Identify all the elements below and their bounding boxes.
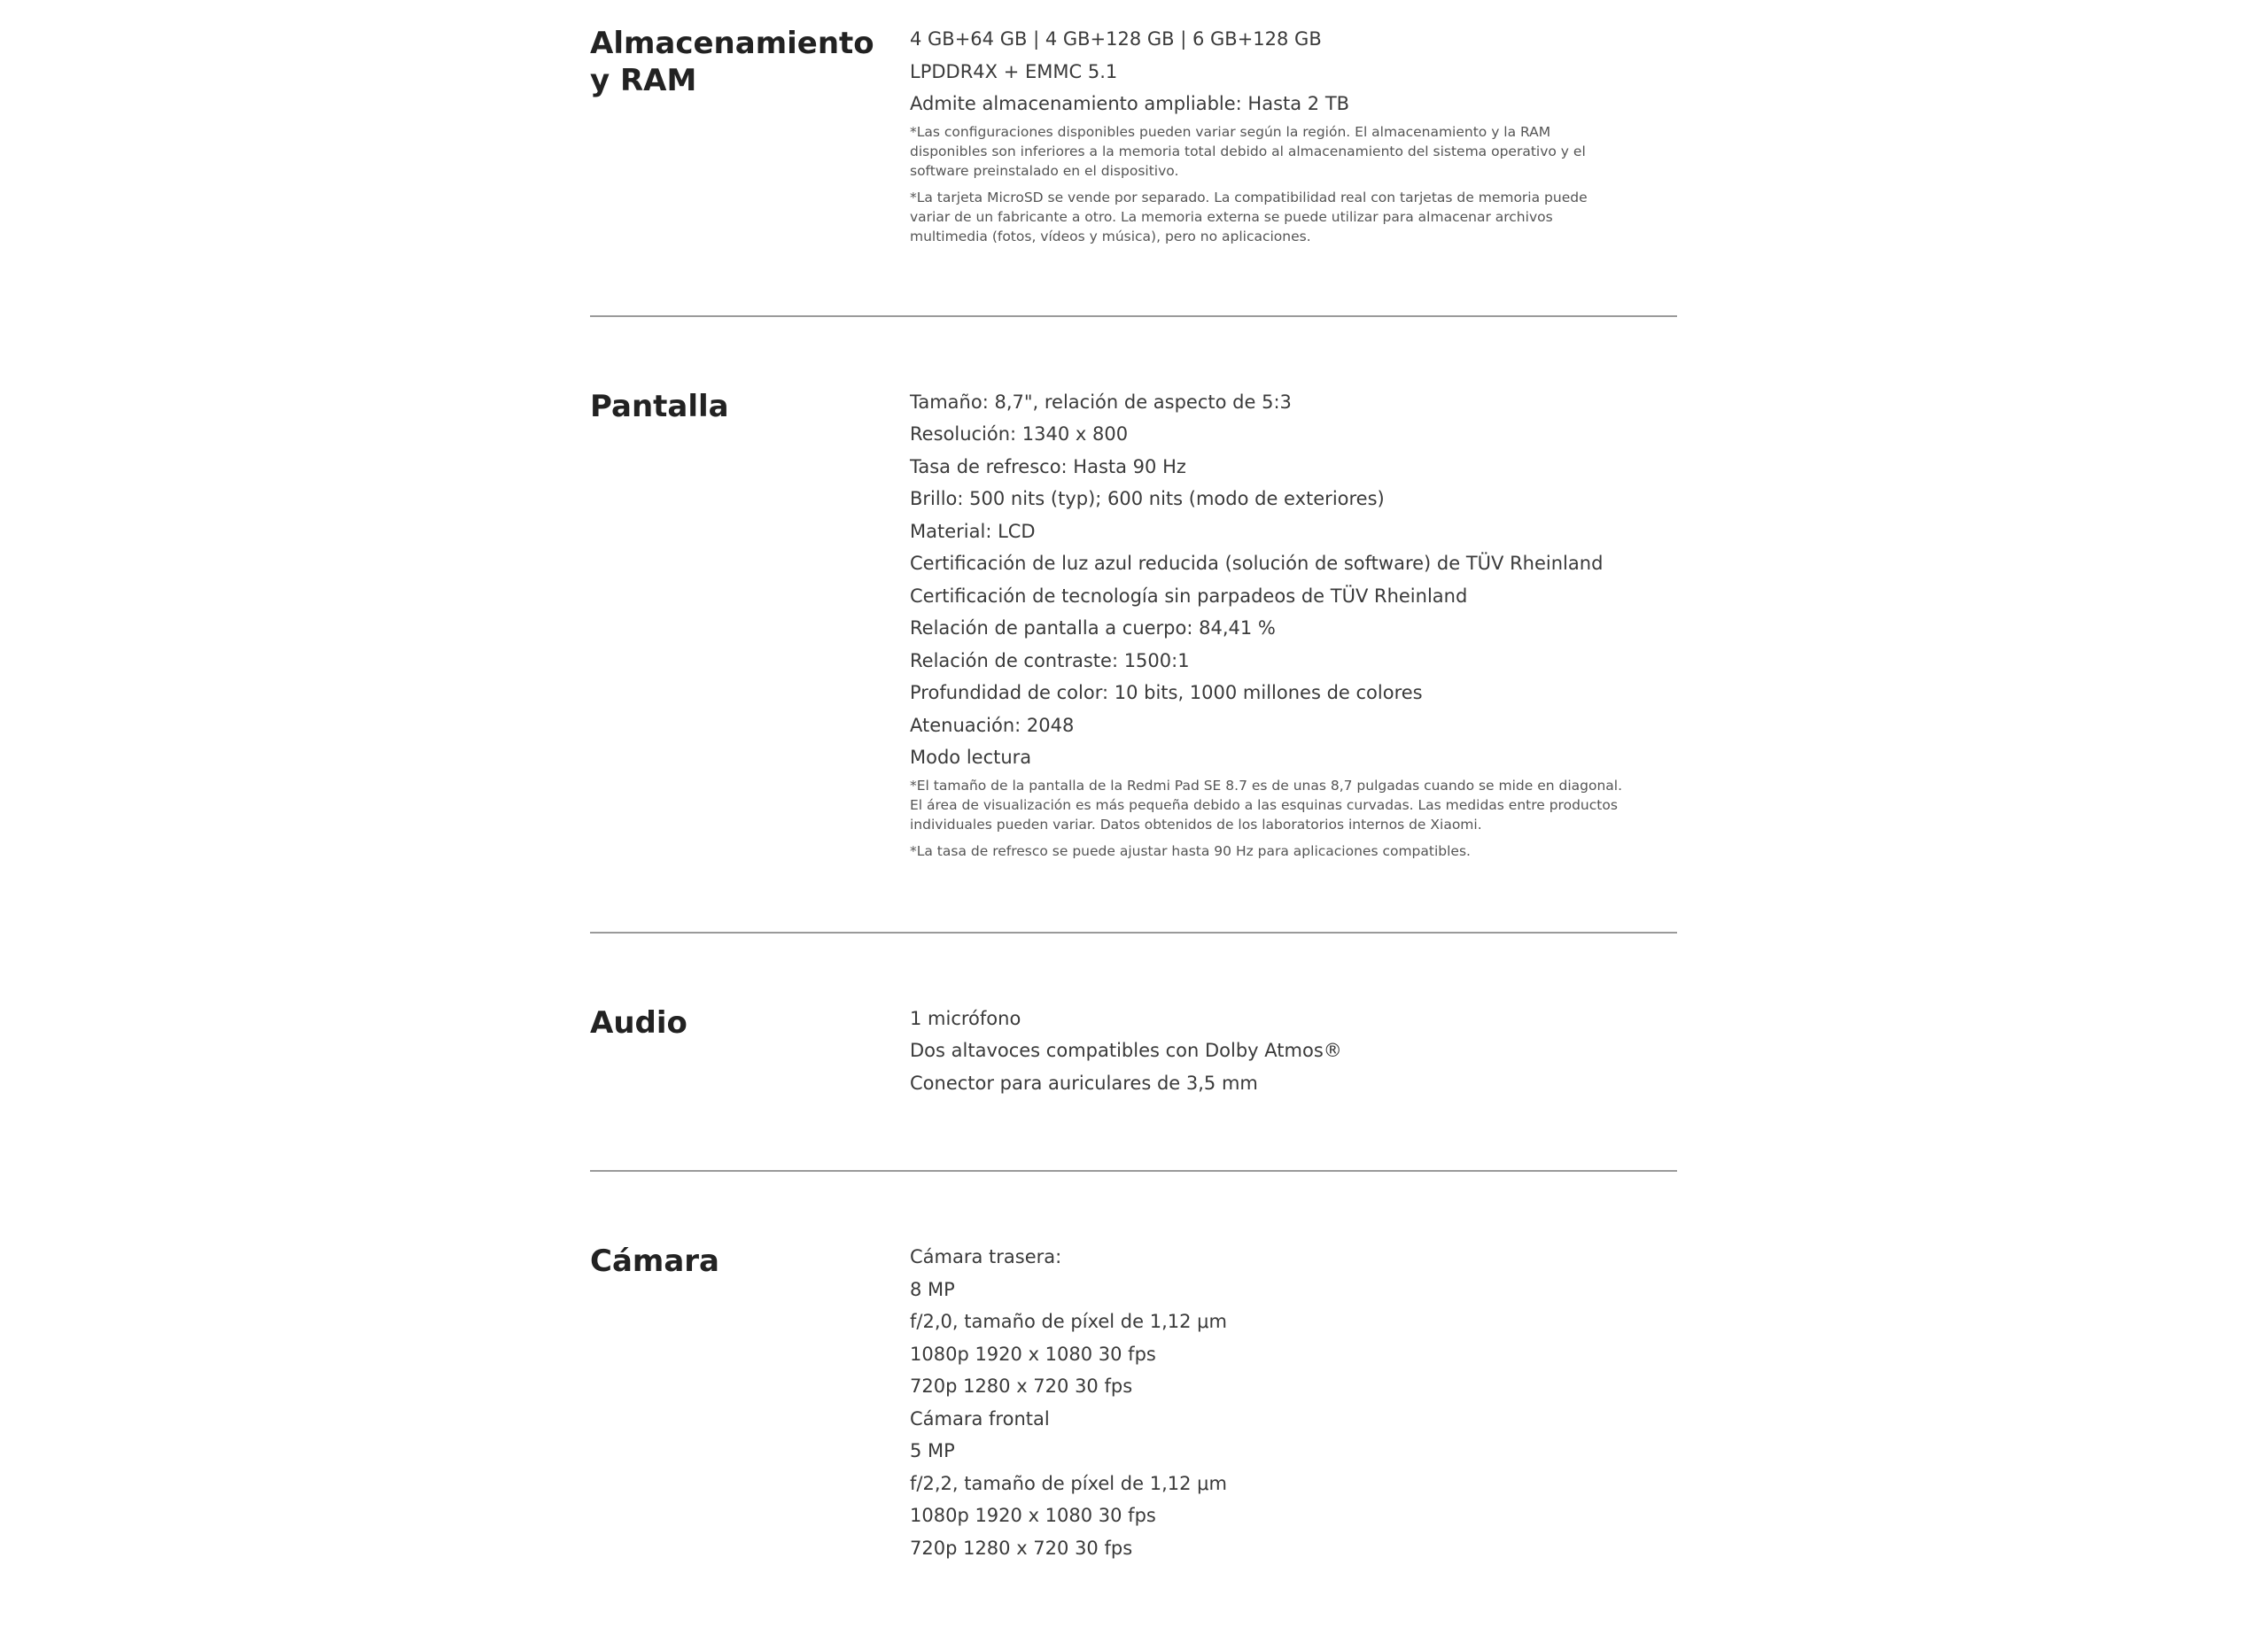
spec-section-audio [590, 934, 1677, 1173]
spec-line: Relación de contraste: 1500:1 [910, 649, 1190, 671]
spec-section-storage-ram [590, 0, 1677, 317]
section-body [910, 1241, 1677, 1564]
spec-line: 1080p 1920 x 1080 30 fps [910, 1505, 1156, 1526]
spec-line: 8 MP [910, 1278, 955, 1300]
spec-line: Admite almacenamiento ampliable: Hasta 2 TB [910, 93, 1350, 114]
spec-line: Certificación de tecnología sin parpadeos de TÜV Rheinland [910, 585, 1468, 607]
spec-line: f/2,0, tamaño de píxel de 1,12 μm [910, 1311, 1227, 1332]
spec-line: Atenuación: 2048 [910, 714, 1075, 736]
spec-section-display [590, 317, 1677, 934]
footnote: *La tasa de refresco se puede ajustar hasta 90 Hz para aplicaciones compatibles. [910, 842, 1471, 859]
spec-line: 5 MP [910, 1440, 955, 1461]
spec-line: Profundidad de color: 10 bits, 1000 millones de colores [910, 682, 1423, 703]
section-body [910, 23, 1677, 246]
footnote: *Las configuraciones disponibles pueden variar según la región. El almacenamiento y la RAM disponibles son inferiores a la memoria total debido al almacenamiento del sistema operativo y el software preinstalado en el dispositivo. [910, 123, 1586, 179]
spec-line: 720p 1280 x 720 30 fps [910, 1537, 1133, 1559]
spec-line: 4 GB+64 GB | 4 GB+128 GB | 6 GB+128 GB [910, 28, 1322, 50]
spec-line: Certificación de luz azul reducida (solución de software) de TÜV Rheinland [910, 553, 1604, 574]
footnote: *La tarjeta MicroSD se vende por separado. La compatibilidad real con tarjetas de memoria puede variar de un fabricante a otro. La memoria externa se puede utilizar para almacenar archivos multimedia (fotos, vídeos y música), pero no aplicaciones. [910, 189, 1588, 244]
spec-line: LPDDR4X + EMMC 5.1 [910, 60, 1118, 82]
section-title: Almacenamiento y RAM [590, 26, 874, 98]
spec-line: 720p 1280 x 720 30 fps [910, 1375, 1133, 1397]
spec-line: 1080p 1920 x 1080 30 fps [910, 1343, 1156, 1365]
spec-line: Resolución: 1340 x 800 [910, 423, 1129, 445]
spec-line: Tasa de refresco: Hasta 90 Hz [910, 455, 1186, 477]
section-body [910, 1003, 1677, 1100]
spec-line: f/2,2, tamaño de píxel de 1,12 μm [910, 1472, 1227, 1494]
spec-line: Dos altavoces compatibles con Dolby Atmos® [910, 1040, 1342, 1061]
spec-line: Cámara trasera: [910, 1246, 1062, 1267]
section-body [910, 386, 1677, 861]
spec-line: Tamaño: 8,7", relación de aspecto de 5:3 [910, 391, 1292, 413]
footnote: *El tamaño de la pantalla de la Redmi Pad SE 8.7 es de unas 8,7 pulgadas cuando se mide en diagonal. El área de visualización es más pequeña debido a las esquinas curvadas. Las medidas entre productos individuales pueden variar. Datos obtenidos de los laboratorios internos de Xiaomi. [910, 777, 1623, 833]
spec-line: Relación de pantalla a cuerpo: 84,41 % [910, 617, 1276, 639]
spec-line: Modo lectura [910, 747, 1032, 768]
spec-line: Conector para auriculares de 3,5 mm [910, 1072, 1258, 1094]
section-title: Cámara [590, 1244, 719, 1279]
section-title: Audio [590, 1004, 687, 1041]
spec-line: Cámara frontal [910, 1407, 1050, 1430]
section-title: Pantalla [590, 388, 729, 424]
spec-line: Brillo: 500 nits (typ); 600 nits (modo de exteriores) [910, 488, 1385, 509]
spec-section-camera [590, 1172, 1677, 1635]
spec-line: Material: LCD [910, 520, 1036, 542]
specs-list [590, 0, 1677, 1635]
spec-line: 1 micrófono [910, 1007, 1021, 1029]
